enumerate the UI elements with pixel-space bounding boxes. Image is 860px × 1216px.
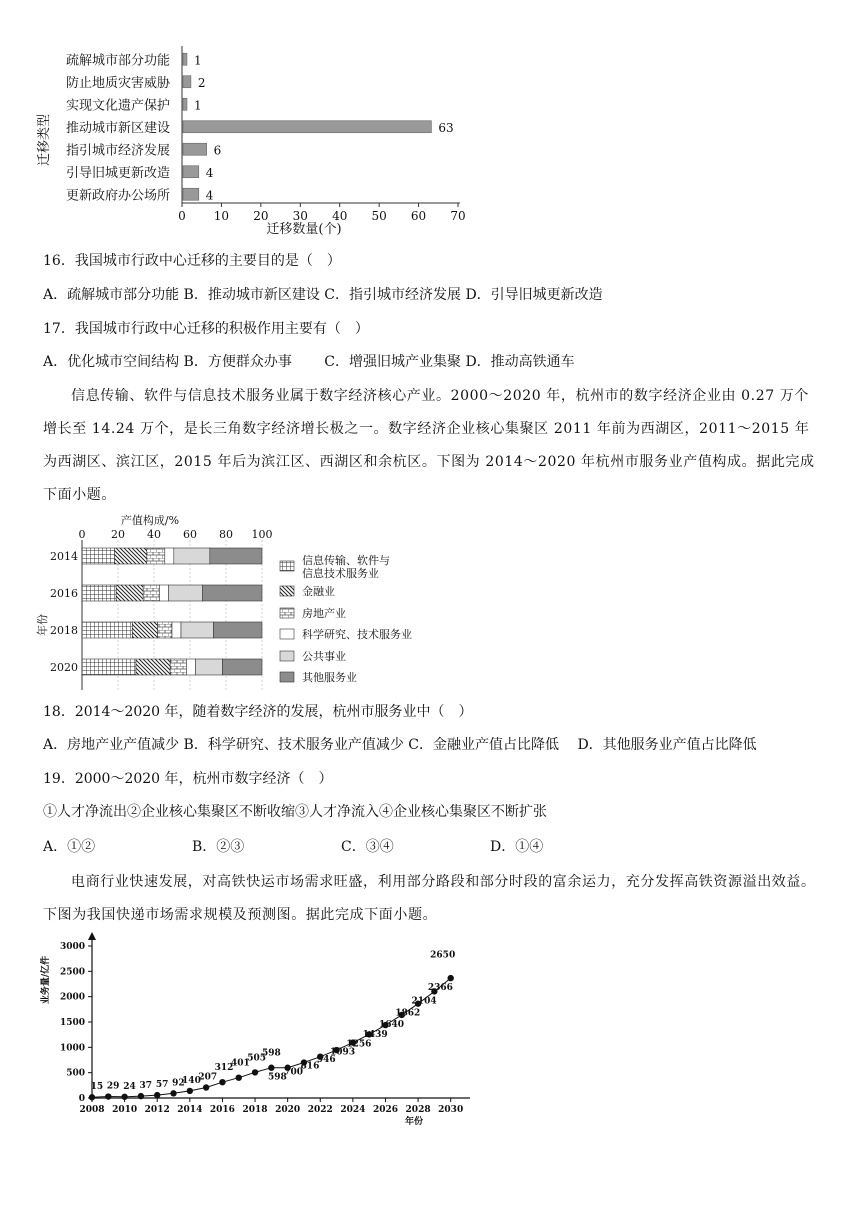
- x-tick-label: 2014: [177, 1105, 203, 1115]
- value-label: 63: [438, 120, 454, 135]
- legend-swatch: [280, 672, 294, 682]
- data-label: 57: [155, 1080, 169, 1091]
- data-label: 1439: [362, 1030, 388, 1041]
- data-point: [138, 1093, 144, 1099]
- x-tick-label: 2008: [79, 1105, 105, 1115]
- question-17-options: A．优化城市空间结构 B．方便群众办事 C．增强旧城产业集聚 D．推动高铁通车: [43, 354, 575, 370]
- data-label: 312: [214, 1063, 234, 1074]
- stacked-segment: [136, 659, 170, 675]
- category-label: 指引城市经济发展: [65, 143, 170, 159]
- legend-label: 金融业: [302, 585, 335, 598]
- category-label: 更新政府办公场所: [65, 188, 170, 204]
- x-tick-label: 30: [292, 209, 308, 223]
- legend-swatch: [280, 608, 294, 618]
- data-point: [121, 1094, 127, 1100]
- stacked-segment: [147, 548, 165, 564]
- stacked-segment: [158, 622, 172, 638]
- legend-label: 其他服务业: [302, 671, 357, 684]
- category-label: 实现文化遗产保护: [65, 98, 170, 114]
- value-label: 1: [193, 98, 202, 113]
- data-label: 29: [106, 1081, 120, 1092]
- x-axis-label: 迁移数量(个): [266, 222, 342, 237]
- legend-label: 房地产业: [302, 607, 346, 620]
- question-19-statements: ①人才净流出②企业核心集聚区不断收缩③人才净流入④企业核心集聚区不断扩张: [43, 804, 547, 820]
- legend-swatch: [280, 629, 294, 639]
- data-point: [170, 1090, 176, 1096]
- data-label: 946: [316, 1055, 336, 1066]
- question-18-options: A．房地产业产值减少 B．科学研究、技术服务业产值减少 C．金融业产值占比降低 D．其他服务业产值占比降低: [43, 737, 757, 753]
- x-tick-label: 2012: [144, 1105, 170, 1115]
- stacked-segment: [82, 622, 132, 638]
- question-19-option-b: B．②③: [192, 839, 245, 855]
- y-axis-arrow: [88, 932, 96, 940]
- data-point: [236, 1074, 242, 1080]
- question-17-stem: 17．我国城市行政中心迁移的积极作用主要有（ ）: [43, 321, 369, 337]
- y-tick-label: 2500: [59, 967, 85, 978]
- year-label: 2020: [50, 661, 78, 674]
- stacked-segment: [159, 585, 168, 601]
- year-label: 2016: [50, 587, 78, 600]
- y-axis-label: 业务量/亿件: [41, 955, 51, 1005]
- x-tick-label: 100: [251, 528, 273, 541]
- data-label: 15: [90, 1082, 104, 1093]
- bar: [183, 76, 191, 88]
- x-tick-label: 2018: [242, 1105, 268, 1115]
- stacked-segment: [82, 585, 116, 601]
- x-tick-label: 2010: [112, 1105, 138, 1115]
- x-tick-label: 80: [219, 528, 233, 541]
- y-tick-label: 1500: [59, 1018, 85, 1028]
- data-label: 2366: [427, 983, 453, 994]
- category-label: 防止地质灾害威胁: [65, 75, 170, 91]
- category-label: 引导旧城更新改造: [65, 165, 170, 181]
- x-tick-label: 2026: [372, 1105, 399, 1115]
- bar: [183, 166, 199, 178]
- bar: [183, 121, 431, 133]
- data-label: 140: [182, 1075, 201, 1086]
- data-label: 401: [230, 1058, 250, 1069]
- passage-express-delivery: 电商行业快速发展，对高铁快运市场需求旺盛，利用部分路段和部分时段的富余运力，充分发挥高铁资源溢出效益。下图为我国快递市场需求规模及预测图。据此完成下面小题。: [43, 874, 816, 923]
- x-tick-label: 2024: [340, 1105, 366, 1115]
- value-label: 1: [193, 53, 202, 68]
- y-tick-label: 2000: [59, 992, 85, 1003]
- legend-swatch: [280, 586, 294, 596]
- data-point: [203, 1084, 209, 1090]
- data-label: 598: [261, 1048, 281, 1059]
- y-tick-label: 3000: [59, 942, 85, 952]
- stacked-segment: [114, 548, 146, 564]
- x-axis-label: 年份: [404, 1117, 424, 1127]
- bar: [183, 188, 199, 200]
- data-label: 816: [300, 1061, 320, 1072]
- data-label: 207: [198, 1072, 218, 1083]
- data-point: [154, 1092, 160, 1098]
- data-label: 1256: [346, 1039, 372, 1050]
- stacked-segment: [213, 622, 262, 638]
- stacked-segment: [82, 659, 136, 675]
- legend-swatch: [280, 651, 294, 661]
- stacked-segment: [174, 548, 210, 564]
- data-label: 1640: [378, 1019, 405, 1030]
- stacked-segment: [210, 548, 262, 564]
- data-point: [89, 1094, 95, 1100]
- y-axis-label: 年份: [36, 614, 49, 636]
- x-tick-label: 20: [111, 528, 125, 541]
- data-label: 2650: [430, 950, 456, 961]
- data-point: [187, 1088, 193, 1094]
- x-tick-label: 2016: [209, 1105, 235, 1115]
- x-tick-label: 10: [213, 209, 230, 223]
- data-point: [105, 1093, 111, 1099]
- legend-label: 信息传输、软件与: [302, 554, 390, 567]
- question-18-stem: 18．2014～2020 年，随着数字经济的发展，杭州市服务业中（ ）: [43, 704, 473, 720]
- year-label: 2014: [50, 550, 78, 563]
- bar: [183, 53, 187, 65]
- legend-label: 科学研究、技术服务业: [302, 628, 412, 641]
- express-demand-chart: [30, 930, 480, 1130]
- question-19-option-a: A．①②: [43, 839, 96, 855]
- stacked-segment: [132, 622, 157, 638]
- stacked-segment: [186, 659, 195, 675]
- stacked-segment: [222, 659, 262, 675]
- stacked-segment: [170, 659, 186, 675]
- data-label: 2104: [411, 996, 437, 1007]
- x-tick-label: 20: [253, 209, 269, 223]
- x-tick-label: 40: [332, 209, 348, 223]
- year-label: 2018: [50, 624, 78, 637]
- relocation-type-chart: [30, 40, 490, 240]
- stacked-segment: [82, 548, 114, 564]
- data-point: [268, 1065, 274, 1071]
- bar: [183, 98, 187, 110]
- x-tick-label: 2022: [307, 1105, 333, 1115]
- x-tick-label: 2030: [438, 1105, 464, 1115]
- stacked-segment: [116, 585, 143, 601]
- y-tick-label: 0: [78, 1094, 85, 1104]
- data-label: 598: [267, 1072, 287, 1083]
- value-label: 2: [197, 75, 206, 90]
- x-tick-label: 0: [178, 209, 186, 223]
- stacked-segment: [203, 585, 262, 601]
- data-label: 92: [172, 1078, 185, 1089]
- question-19-option-c: C．③④: [341, 839, 394, 855]
- data-label: 1093: [330, 1047, 356, 1058]
- value-label: 6: [213, 143, 222, 158]
- stacked-segment: [172, 622, 181, 638]
- x-tick-label: 50: [371, 209, 387, 223]
- y-axis-label: 迁移类型: [37, 113, 52, 167]
- x-tick-label: 60: [410, 209, 427, 223]
- x-tick-label: 60: [183, 528, 197, 541]
- service-industry-composition-chart: [30, 510, 470, 695]
- question-16-options: A．疏解城市部分功能 B．推动城市新区建设 C．指引城市经济发展 D．引导旧城更新改造: [43, 287, 603, 303]
- stacked-segment: [143, 585, 159, 601]
- stacked-segment: [168, 585, 202, 601]
- question-19-option-d: D．①④: [490, 839, 544, 855]
- value-label: 4: [205, 165, 214, 180]
- y-tick-label: 1000: [59, 1043, 85, 1054]
- bar: [183, 143, 207, 155]
- stacked-segment: [195, 659, 222, 675]
- legend-swatch: [280, 561, 294, 571]
- category-label: 推动城市新区建设: [65, 120, 170, 136]
- data-label: 1862: [395, 1008, 421, 1019]
- data-label: 505: [247, 1053, 267, 1064]
- data-label: 24: [123, 1081, 136, 1092]
- category-label: 疏解城市部分功能: [65, 53, 170, 69]
- y-tick-label: 500: [66, 1068, 85, 1079]
- stacked-segment: [165, 548, 174, 564]
- legend-label: 公共事业: [302, 650, 346, 663]
- value-label: 4: [205, 188, 214, 203]
- data-point: [252, 1069, 258, 1075]
- question-16-stem: 16．我国城市行政中心迁移的主要目的是（ ）: [43, 253, 341, 269]
- stacked-segment: [181, 622, 213, 638]
- data-label: 700: [284, 1067, 304, 1078]
- data-point: [219, 1079, 225, 1085]
- x-tick-label: 2020: [275, 1105, 301, 1115]
- x-tick-label: 2028: [405, 1105, 431, 1115]
- legend-label: 信息技术服务业: [302, 567, 379, 580]
- x-tick-label: 40: [147, 528, 161, 541]
- x-tick-label: 0: [78, 528, 86, 541]
- x-tick-label: 70: [450, 209, 466, 223]
- data-point: [447, 975, 453, 981]
- chart-title: 产值构成/%: [120, 514, 180, 527]
- question-19-stem: 19．2000～2020 年，杭州市数字经济（ ）: [43, 771, 333, 787]
- passage-digital-economy: 信息传输、软件与信息技术服务业属于数字经济核心产业。2000～2020 年，杭州市的数字经济企业由 0.27 万个增长至 14.24 万个，是长三角数字经济增长极之一。数字经济企业核心集聚区 2011 年前为西湖区，2011～2015 年为西湖区、滨江区，2015 年后为滨江区、西湖区和余杭区。下图为 2014～2020 年杭州市服务业产值构成。据此完成下面小题。: [43, 388, 815, 503]
- data-label: 37: [139, 1081, 153, 1092]
